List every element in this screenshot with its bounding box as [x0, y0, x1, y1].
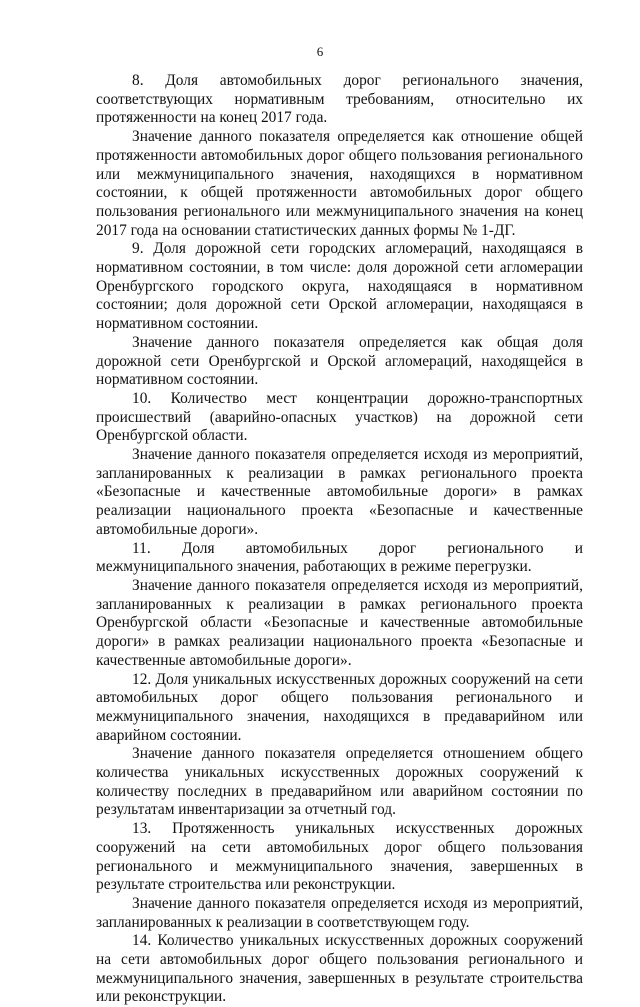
paragraph-item-12: 12. Доля уникальных искусственных дорожных сооружений на сети автомобильных дорог общего пользования регионального и межмуниципального значения, находящихся в предаварийном или аварийном состоянии.	[96, 670, 583, 744]
paragraph-item-11: 11. Доля автомобильных дорог регионального и межмуниципального значения, работающих в режиме перегрузки.	[96, 539, 583, 576]
paragraph-item-9: 9. Доля дорожной сети городских агломераций, находящаяся в нормативном состоянии, в том числе: доля дорожной сети агломерации Оренбургского городского округа, находящаяся в нормативном состоянии; доля дорожной сети Орской агломерации, находящаяся в нормативном состоянии.	[96, 240, 583, 333]
paragraph-item-10-description: Значение данного показателя определяется исходя из мероприятий, запланированных к реализации в рамках регионального проекта «Безопасные и качественные автомобильные дороги» в рамках реализации национального проекта «Безопасные и качественные автомобильные дороги».	[96, 446, 583, 538]
paragraph-item-9-description: Значение данного показателя определяется как общая доля дорожной сети Оренбургской и Орской агломераций, находящейся в нормативном состоянии.	[96, 333, 583, 389]
paragraph-item-14: 14. Количество уникальных искусственных дорожных сооружений на сети автомобильных дорог общего пользования регионального и межмуниципального значения, завершенных в результате строительства или реконструкции.	[96, 932, 583, 1006]
document-body	[96, 72, 583, 1007]
paragraph-item-8: 8. Доля автомобильных дорог регионального значения, соответствующих нормативным требованиям, относительно их протяженности на конец 2017 года.	[96, 72, 583, 127]
paragraph-item-13: 13. Протяженность уникальных искусственных дорожных сооружений на сети автомобильных дорог общего пользования регионального и межмуниципального значения, завершенных в результате строительства или реконструкции.	[96, 820, 583, 894]
page-number: 6	[316, 44, 324, 59]
paragraph-item-13-description: Значение данного показателя определяется исходя из мероприятий, запланированных к реализации в соответствующем году.	[96, 894, 583, 931]
paragraph-item-11-description: Значение данного показателя определяется исходя из мероприятий, запланированных к реализации в рамках регионального проекта Оренбургской области «Безопасные и качественные автомобильные дороги» в рамках реализации национального проекта «Безопасные и качественные автомобильные дороги».	[96, 576, 583, 669]
paragraph-item-8-description: Значение данного показателя определяется как отношение общей протяженности автомобильных дорог общего пользования регионального или межмуниципального значения, находящихся в нормативном состоянии, к общей протяженности автомобильных дорог общего пользования регионального или межмуниципального значения на конец 2017 года на основании статистических данных формы № 1-ДГ.	[96, 128, 583, 239]
paragraph-item-10: 10. Количество мест концентрации дорожно-транспортных происшествий (аварийно-опасных участков) на дорожной сети Оренбургской области.	[96, 389, 583, 445]
paragraph-item-12-description: Значение данного показателя определяется отношением общего количества уникальных искусственных дорожных сооружений к количеству последних в предаварийном или аварийном состоянии по результатам инвентаризации за отчетный год.	[96, 745, 583, 819]
